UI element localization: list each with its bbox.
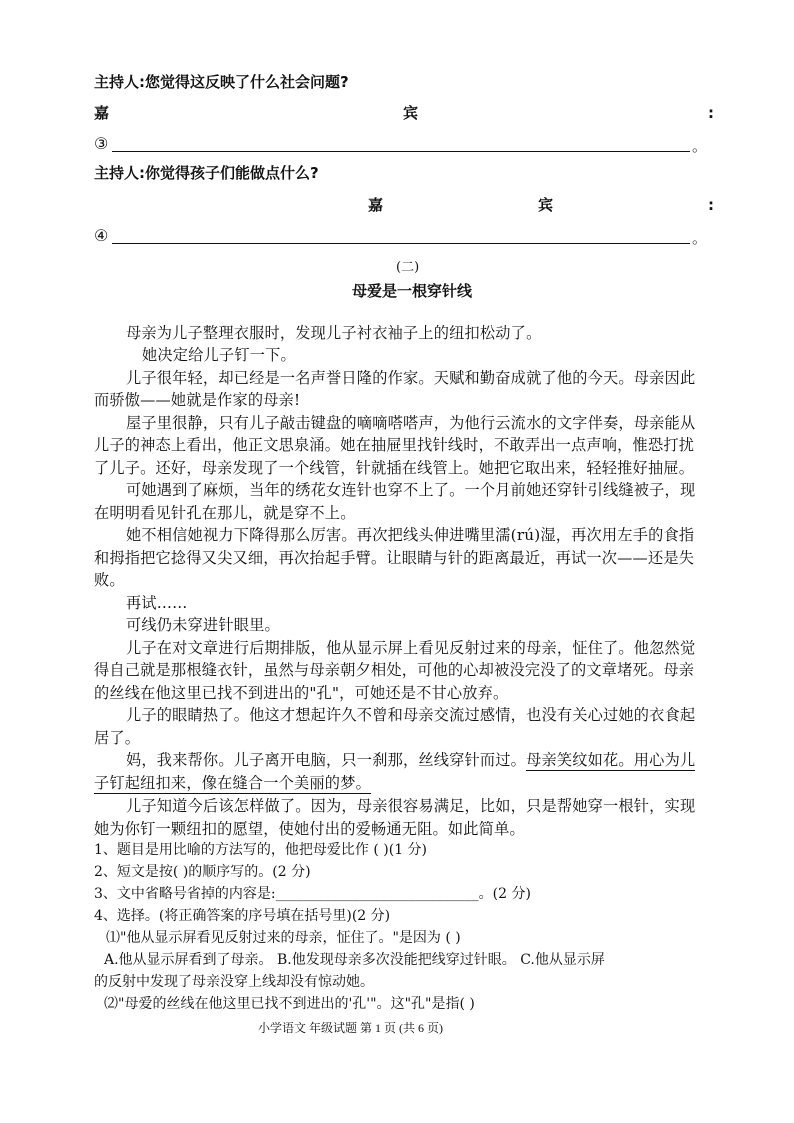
paragraph-line: 儿子的神态上看出，他正文思泉涌。她在抽屉里找针线时，不敢弄出一点声响，惟恐打扰 bbox=[94, 436, 695, 454]
question-4-1-options: A.他从显示屏看到了母亲。 B.他发现母亲多次没能把线穿过针眼。 C.他从显示屏 bbox=[104, 952, 605, 968]
paragraph-line: 可线仍未穿进针眼里。 bbox=[126, 616, 280, 634]
host-question-4: 主持人:你觉得孩子们能做点什么? bbox=[94, 164, 319, 182]
question-4-2: ⑵"母爱的丝线在他这里已找不到进出的'孔'"。这"孔"是指( ) bbox=[104, 996, 475, 1012]
answer-mark-3: ③ bbox=[94, 134, 109, 153]
paragraph-line: 而骄傲——她就是作家的母亲! bbox=[94, 391, 301, 409]
question-4: 4、选择。(将正确答案的序号填在括号里)(2 分) bbox=[94, 908, 391, 924]
guest-colon: : bbox=[708, 104, 714, 122]
underlined-sentence-cont: 子钉起纽扣来，像在缝合一个美丽的梦。 bbox=[94, 774, 371, 792]
paragraph-line: 居了。 bbox=[94, 729, 141, 747]
paragraph-line bbox=[94, 773, 371, 793]
answer-period-4: 。 bbox=[692, 229, 708, 247]
paragraph-line: 和拇指把它捻得又尖又细，再次抬起手臂。让眼睛与针的距离最近，再试一次——还是失 bbox=[94, 549, 695, 567]
paragraph-line: 儿子很年轻，却已经是一名声誉日隆的作家。天赋和勤奋成就了他的今天。母亲因此 bbox=[126, 369, 696, 387]
paragraph-line bbox=[126, 750, 695, 770]
answer-blank-4[interactable] bbox=[112, 243, 690, 244]
paragraph-line: 儿子在对文章进行后期排版，他从显示屏上看见反射过来的母亲，怔住了。他忽然觉 bbox=[126, 639, 696, 657]
question-4-1-options-cont: 的反射中发现了母亲没穿上线却没有惊动她。 bbox=[94, 974, 374, 990]
paragraph-line: 的丝线在他这里已找不到进出的"孔"，可她还是不甘心放弃。 bbox=[94, 684, 509, 702]
guest-label-char2-b: 宾 bbox=[538, 196, 554, 214]
paragraph-line: 屋子里很静，只有儿子敲击键盘的嘀嘀嗒嗒声，为他行云流水的文字伴奏，母亲能从 bbox=[126, 414, 696, 432]
paragraph-line: 再试…… bbox=[126, 594, 188, 612]
paragraph-line: 得自己就是那根缝衣针，虽然与母亲朝夕相处，可他的心却被没完没了的文章堵死。母亲 bbox=[94, 661, 695, 679]
page-footer: 小学语文 年级试题 第 1 页 (共 6 页) bbox=[258, 1021, 443, 1035]
guest-colon-b: : bbox=[708, 196, 714, 214]
question-3: 3、文中省略号省掉的内容是:_____________________________。(2 分) bbox=[94, 886, 531, 902]
paragraph-line: 了儿子。还好，母亲发现了一个线管，针就插在线管上。她把它取出来，轻轻推好抽屉。 bbox=[94, 459, 695, 477]
answer-mark-4: ④ bbox=[94, 226, 109, 245]
article-title: 母爱是一根穿针线 bbox=[352, 282, 473, 300]
question-4-1: ⑴"他从显示屏看见反射过来的母亲，怔住了。"是因为 ( ) bbox=[106, 930, 461, 946]
question-1: 1、题目是用比喻的方法写的，他把母爱比作 ( )(1 分) bbox=[94, 842, 428, 858]
section-number: (二) bbox=[396, 260, 420, 275]
answer-period-3: 。 bbox=[692, 137, 708, 155]
paragraph-line: 可她遇到了麻烦，当年的绣花女连针也穿不上了。一个月前她还穿针引线缝被子，现 bbox=[126, 481, 696, 499]
question-2: 2、短文是按( )的顺序写的。(2 分) bbox=[94, 864, 311, 880]
paragraph-line: 儿子的眼睛热了。他这才想起许久不曾和母亲交流过感情，也没有关心过她的衣食起 bbox=[126, 706, 696, 724]
answer-blank-3[interactable] bbox=[112, 151, 690, 152]
paragraph-line: 在明明看见针孔在那儿，就是穿不上。 bbox=[94, 504, 356, 522]
guest-label-char1-b: 嘉 bbox=[368, 196, 384, 214]
paragraph-segment: 妈，我来帮你。儿子离开电脑，只一刹那，丝线穿针而过。 bbox=[126, 751, 527, 769]
guest-label-char1: 嘉 bbox=[94, 104, 110, 122]
paragraph-line: 儿子知道今后该怎样做了。因为，母亲很容易满足，比如，只是帮她穿一根针，实现 bbox=[126, 797, 696, 815]
underlined-sentence: 母亲笑纹如花。用心为儿 bbox=[526, 751, 696, 769]
paragraph-line: 败。 bbox=[94, 571, 125, 589]
paragraph-line: 她为你钉一颗纽扣的愿望，使她付出的爱畅通无阻。如此简单。 bbox=[94, 820, 525, 838]
guest-label-char2: 宾 bbox=[403, 104, 419, 122]
paragraph-line: 她不相信她视力下降得那么厉害。再次把线头伸进嘴里濡(rú)湿，再次用左手的食指 bbox=[126, 526, 695, 544]
paragraph-line: 母亲为儿子整理衣服时，发现儿子衬衣袖子上的纽扣松动了。 bbox=[126, 324, 542, 342]
paragraph-line: 她决定给儿子钉一下。 bbox=[142, 346, 296, 364]
host-question-3: 主持人:您觉得这反映了什么社会问题? bbox=[94, 73, 349, 91]
